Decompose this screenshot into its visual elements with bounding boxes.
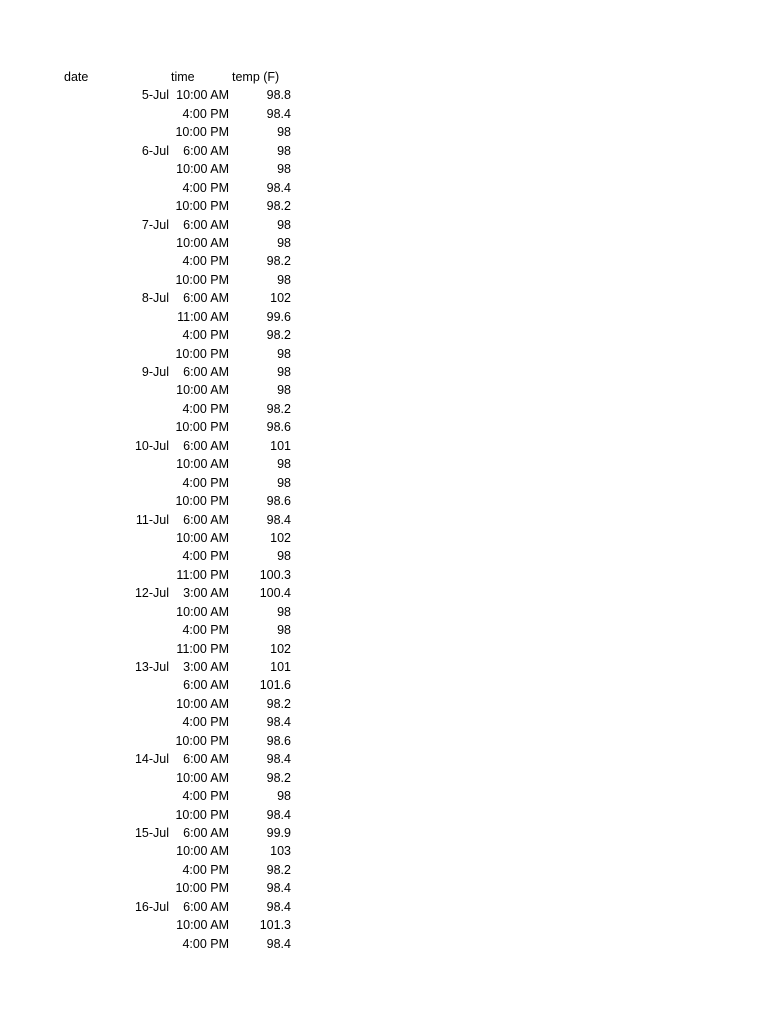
date-cell: 12-Jul xyxy=(134,586,169,601)
table-row xyxy=(0,197,768,215)
time-column-header: time xyxy=(171,70,195,84)
temp-cell: 98 xyxy=(277,789,291,804)
time-cell: 10:00 PM xyxy=(175,272,229,287)
data-rows xyxy=(0,86,768,953)
temp-cell: 98.4 xyxy=(266,512,291,527)
time-cell: 10:00 AM xyxy=(176,530,229,545)
time-cell: 10:00 PM xyxy=(175,733,229,748)
time-cell: 10:00 PM xyxy=(175,881,229,896)
temp-cell: 98 xyxy=(277,457,291,472)
temp-cell: 101.3 xyxy=(259,918,291,933)
temp-cell: 98.4 xyxy=(266,807,291,822)
date-cell: 15-Jul xyxy=(134,825,169,840)
time-cell: 11:00 PM xyxy=(176,567,229,582)
temp-cell: 98 xyxy=(277,549,291,564)
time-cell: 4:00 PM xyxy=(182,715,229,730)
temp-cell: 98.4 xyxy=(266,752,291,767)
time-cell: 4:00 PM xyxy=(182,549,229,564)
date-cell: 7-Jul xyxy=(141,217,169,232)
date-cell: 10-Jul xyxy=(134,438,169,453)
time-cell: 10:00 AM xyxy=(176,918,229,933)
temp-cell: 101 xyxy=(270,660,291,674)
temp-cell: 98.2 xyxy=(266,199,291,214)
table-row xyxy=(0,363,768,381)
temp-cell: 98 xyxy=(277,365,291,379)
temp-cell: 98 xyxy=(277,217,291,232)
table-row xyxy=(0,935,768,953)
temp-cell: 98.2 xyxy=(266,696,291,711)
table-row xyxy=(0,492,768,510)
table-row xyxy=(0,160,768,178)
date-cell: 11-Jul xyxy=(135,512,169,527)
table-row xyxy=(0,547,768,565)
temp-cell: 98 xyxy=(277,143,291,158)
temp-cell: 99.6 xyxy=(266,309,291,324)
table-row xyxy=(0,252,768,270)
time-cell: 6:00 AM xyxy=(183,825,229,840)
time-cell: 10:00 AM xyxy=(176,770,229,785)
temp-cell: 98 xyxy=(277,383,291,398)
table-row xyxy=(0,511,768,529)
time-cell: 6:00 AM xyxy=(183,143,229,158)
table-row xyxy=(0,861,768,879)
date-cell: 5-Jul xyxy=(141,88,169,103)
table-row xyxy=(0,418,768,436)
time-cell: 6:00 AM xyxy=(183,365,229,379)
table-row xyxy=(0,916,768,934)
temp-cell: 102 xyxy=(270,641,291,656)
date-cell: 13-Jul xyxy=(134,660,169,674)
date-cell: 16-Jul xyxy=(134,899,169,914)
temp-cell: 98.4 xyxy=(266,881,291,896)
table-row xyxy=(0,566,768,584)
temp-cell: 98 xyxy=(277,475,291,490)
table-row xyxy=(0,289,768,307)
time-cell: 11:00 PM xyxy=(176,641,229,656)
table-row xyxy=(0,474,768,492)
table-row xyxy=(0,529,768,547)
time-cell: 10:00 PM xyxy=(175,807,229,822)
time-cell: 10:00 AM xyxy=(176,235,229,250)
temp-cell: 98 xyxy=(277,235,291,250)
temp-cell: 101.6 xyxy=(259,678,291,693)
time-cell: 6:00 AM xyxy=(183,438,229,453)
time-cell: 4:00 PM xyxy=(182,789,229,804)
temp-cell: 102 xyxy=(270,530,291,545)
table-row xyxy=(0,437,768,455)
table-row xyxy=(0,898,768,916)
temp-cell: 98.4 xyxy=(266,106,291,121)
time-cell: 3:00 AM xyxy=(183,586,229,601)
time-cell: 6:00 AM xyxy=(183,752,229,767)
temp-cell: 101 xyxy=(270,438,291,453)
table-row xyxy=(0,732,768,750)
time-cell: 3:00 AM xyxy=(183,660,229,674)
temperature-log-sheet xyxy=(0,68,768,953)
table-row xyxy=(0,271,768,289)
table-row xyxy=(0,326,768,344)
temp-cell: 98.2 xyxy=(266,862,291,877)
time-cell: 4:00 PM xyxy=(182,936,229,951)
table-row xyxy=(0,123,768,141)
table-row xyxy=(0,787,768,805)
time-cell: 6:00 AM xyxy=(183,512,229,527)
time-cell: 6:00 AM xyxy=(183,217,229,232)
temp-cell: 98 xyxy=(277,162,291,177)
time-cell: 10:00 AM xyxy=(176,162,229,177)
temp-cell: 98.6 xyxy=(266,733,291,748)
time-cell: 10:00 PM xyxy=(175,125,229,140)
temp-cell: 98.4 xyxy=(266,899,291,914)
table-row xyxy=(0,824,768,842)
table-row xyxy=(0,640,768,658)
temp-cell: 98 xyxy=(277,623,291,638)
table-row xyxy=(0,142,768,160)
table-row xyxy=(0,806,768,824)
time-cell: 4:00 PM xyxy=(182,254,229,269)
table-row xyxy=(0,400,768,418)
table-row xyxy=(0,308,768,326)
temp-cell: 98 xyxy=(277,125,291,140)
table-row xyxy=(0,86,768,104)
temp-cell: 98.4 xyxy=(266,180,291,195)
table-row xyxy=(0,750,768,768)
temp-cell: 98.2 xyxy=(266,254,291,269)
table-row xyxy=(0,381,768,399)
table-row xyxy=(0,234,768,252)
table-row xyxy=(0,769,768,787)
time-cell: 10:00 AM xyxy=(176,88,229,103)
temp-cell: 98.2 xyxy=(266,401,291,416)
time-cell: 10:00 PM xyxy=(175,346,229,361)
temp-cell: 98 xyxy=(277,604,291,619)
table-row xyxy=(0,658,768,676)
table-row xyxy=(0,676,768,694)
temp-cell: 98 xyxy=(277,346,291,361)
date-cell: 8-Jul xyxy=(141,291,169,306)
time-cell: 6:00 AM xyxy=(183,291,229,306)
time-cell: 4:00 PM xyxy=(182,328,229,343)
time-cell: 10:00 AM xyxy=(176,696,229,711)
table-row xyxy=(0,179,768,197)
temp-cell: 100.4 xyxy=(259,586,291,601)
temp-cell: 99.9 xyxy=(266,825,291,840)
temp-cell: 98.6 xyxy=(266,494,291,509)
table-row xyxy=(0,345,768,363)
temp-cell: 98.8 xyxy=(266,88,291,103)
temp-cell: 98 xyxy=(277,272,291,287)
temp-cell: 100.3 xyxy=(259,567,291,582)
temp-cell: 98.4 xyxy=(266,936,291,951)
temp-column-header: temp (F) xyxy=(232,70,280,84)
header-row xyxy=(0,68,768,86)
time-cell: 4:00 PM xyxy=(182,475,229,490)
temp-cell: 98.2 xyxy=(266,328,291,343)
table-row xyxy=(0,879,768,897)
temp-cell: 98.4 xyxy=(266,715,291,730)
time-cell: 6:00 AM xyxy=(183,899,229,914)
time-cell: 4:00 PM xyxy=(182,401,229,416)
temp-cell: 102 xyxy=(270,291,291,306)
date-cell: 9-Jul xyxy=(141,365,169,379)
time-cell: 4:00 PM xyxy=(182,623,229,638)
time-cell: 6:00 AM xyxy=(183,678,229,693)
table-row xyxy=(0,713,768,731)
temp-cell: 103 xyxy=(270,844,291,859)
table-row xyxy=(0,105,768,123)
temp-cell: 98.6 xyxy=(266,420,291,435)
date-cell: 14-Jul xyxy=(134,752,169,767)
table-row xyxy=(0,455,768,473)
time-cell: 10:00 PM xyxy=(175,494,229,509)
table-row xyxy=(0,603,768,621)
time-cell: 4:00 PM xyxy=(182,180,229,195)
table-row xyxy=(0,621,768,639)
time-cell: 10:00 PM xyxy=(175,199,229,214)
time-cell: 10:00 AM xyxy=(176,383,229,398)
date-column-header: date xyxy=(64,70,89,84)
temp-cell: 98.2 xyxy=(266,770,291,785)
table-row xyxy=(0,584,768,602)
table-row xyxy=(0,216,768,234)
time-cell: 10:00 AM xyxy=(176,604,229,619)
time-cell: 4:00 PM xyxy=(182,862,229,877)
time-cell: 10:00 PM xyxy=(175,420,229,435)
time-cell: 10:00 AM xyxy=(176,844,229,859)
time-cell: 11:00 AM xyxy=(177,309,229,324)
time-cell: 10:00 AM xyxy=(176,457,229,472)
table-row xyxy=(0,842,768,860)
date-cell: 6-Jul xyxy=(141,143,169,158)
table-row xyxy=(0,695,768,713)
time-cell: 4:00 PM xyxy=(182,106,229,121)
